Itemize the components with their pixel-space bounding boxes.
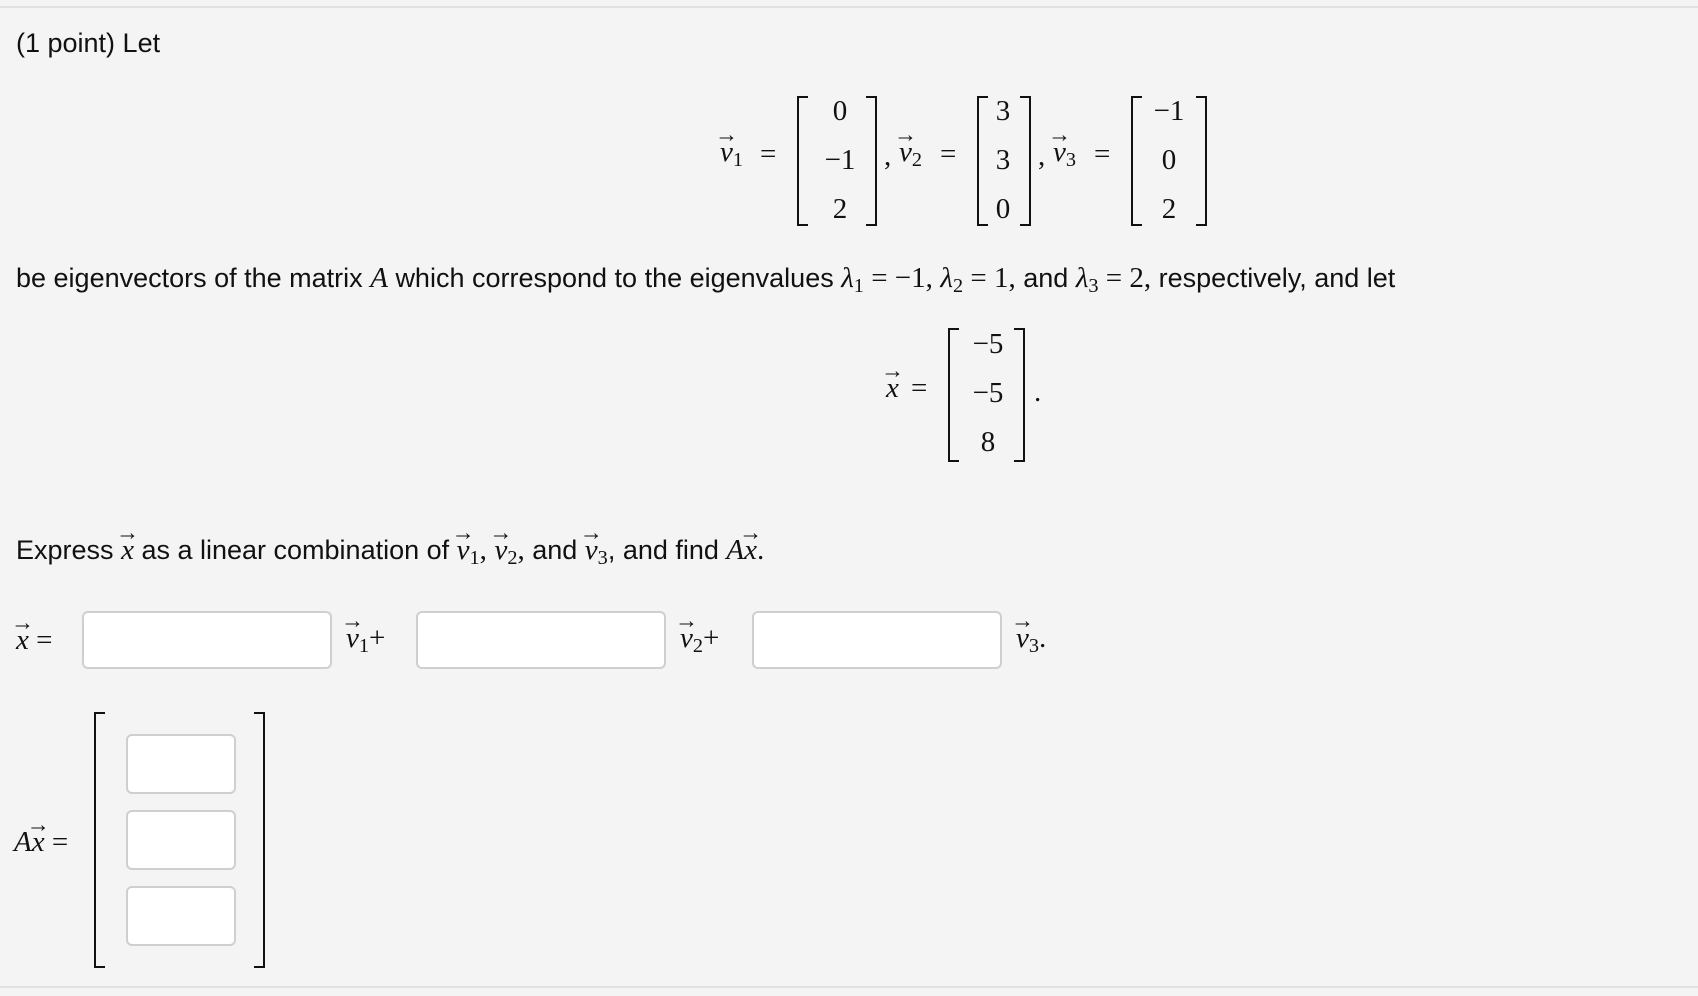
express-sentence: Express → x as a linear combination of → $v_1$, → $v_2$, and → $v_3$, and find A→ x. [16, 534, 764, 570]
top-divider [0, 6, 1698, 8]
v2-label: → $v_2$ [899, 136, 922, 172]
right-bracket [254, 712, 265, 968]
x-entry: −5 [972, 328, 1004, 360]
ax-entry-3-input[interactable] [126, 886, 236, 946]
equals-sign: = [911, 372, 928, 404]
v1-plus-label: → $v_1+$ [346, 622, 385, 658]
right-bracket [866, 96, 877, 226]
eigen-sentence: be eigenvectors of the matrix A which correspond to the eigenvalues $\lambda_1 = -1$, $\lambda_2 = 1$, and $\lambda_3 = 2$, respectively, and let [16, 262, 1396, 298]
left-bracket [977, 96, 988, 226]
answer-x-label: → x = [16, 624, 52, 657]
left-bracket [797, 96, 808, 226]
v1-label: → $v_1$ [720, 136, 743, 172]
v3-entry: 2 [1161, 193, 1177, 225]
comma: , [884, 140, 892, 172]
bottom-divider [0, 986, 1698, 988]
ax-entry-2-input[interactable] [126, 810, 236, 870]
x-entry: 8 [980, 426, 996, 458]
right-bracket [1196, 96, 1207, 226]
v1-entry: −1 [824, 144, 856, 176]
left-bracket [948, 328, 959, 462]
equals-sign: = [1094, 138, 1111, 170]
problem-header: (1 point) Let [16, 28, 161, 58]
v2-plus-label: → $v_2+$ [680, 622, 719, 658]
v3-entry: 0 [1161, 144, 1177, 176]
x-label: → x [886, 372, 899, 405]
period: . [1034, 376, 1042, 408]
v3-period-label: → $v_3$. [1016, 622, 1046, 658]
v2-entry: 0 [995, 193, 1011, 225]
coefficient-v2-input[interactable] [416, 611, 666, 669]
ax-label: A→ x = [14, 826, 68, 859]
x-entry: −5 [972, 377, 1004, 409]
v1-entry: 0 [832, 95, 848, 127]
equals-sign: = [760, 138, 777, 170]
v3-entry: −1 [1153, 95, 1185, 127]
coefficient-v3-input[interactable] [752, 611, 1002, 669]
v2-entry: 3 [995, 95, 1011, 127]
right-bracket [1020, 96, 1031, 226]
comma: , [1038, 140, 1046, 172]
coefficient-v1-input[interactable] [82, 611, 332, 669]
equals-sign: = [940, 138, 957, 170]
v1-entry: 2 [832, 193, 848, 225]
left-bracket [1131, 96, 1142, 226]
left-bracket [94, 712, 105, 968]
v2-entry: 3 [995, 144, 1011, 176]
ax-entry-1-input[interactable] [126, 734, 236, 794]
v3-label: → $v_3$ [1053, 136, 1076, 172]
right-bracket [1014, 328, 1025, 462]
